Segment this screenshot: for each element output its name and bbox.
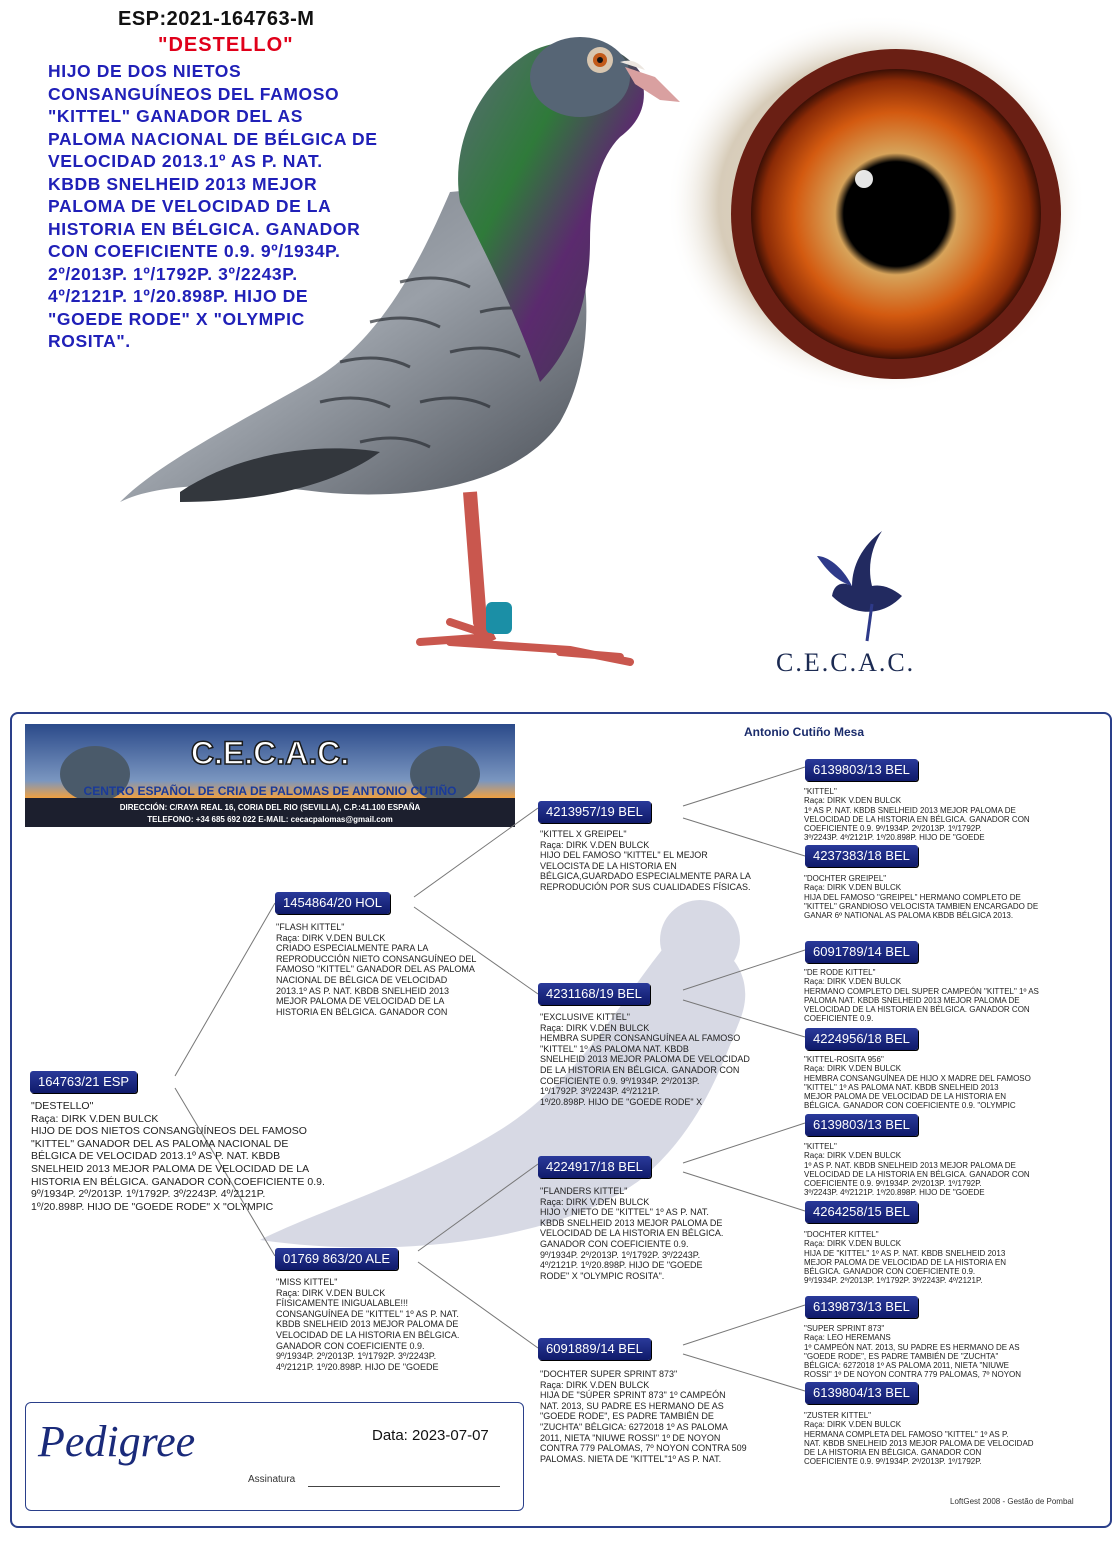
- pedigree-info-sire: "FLASH KITTEL" Raça: DIRK V.DEN BULCK CRIADO ESPECIALMENTE PARA LA REPRODUCCIÓN NIETO CONSANGUÍNEO DEL FAMOSO "KITTEL" GANADOR DEL AS PALOMA NACIONAL DE BÉLGICA DE VELOCIDAD 2013.1º AS P. NAT. KBDB SNELHEID 2013 MEJOR PALOMA DE VELOCIDAD DE LA HISTORIA EN BÉLGICA. GANADOR CON: [276, 922, 477, 1017]
- pedigree-date: Data: 2023-07-07: [372, 1427, 489, 1444]
- banner-contact: TELEFONO: +34 685 692 022 E-MAIL: cecacpalomas@gmail.com: [147, 815, 393, 824]
- pedigree-info-sss: "KITTEL" Raça: DIRK V.DEN BULCK 1º AS P. NAT. KBDB SNELHEID 2013 MEJOR PALOMA DE VELOCIDAD DE LA HISTORIA EN BÉLGICA. GANADOR CON COEFICIENTE 0.9. 9º/1934P. 2º/2013P. 1º/1792P. 3º/2243P. 4º/2121P. 1º/20.898P. HIJO DE "GOEDE: [804, 787, 1030, 843]
- pedigree-info-dds: "SUPER SPRINT 873" Raça: LEO HEREMANS 1º CAMPEÓN NAT. 2013, SU PADRE ES HERMANO DE AS "GOEDE RODE", ES PADRE TAMBIÉN DE "ZUCHTA" BÉLGICA: 6272018 1º AS PALOMA 2011, NIETA "NIUWE ROSSI" 1º DE NOYON CONTRA 779 PALOMAS, 7º NOYON: [804, 1324, 1022, 1380]
- pedigree-node-sdd[interactable]: 4224956/18 BEL: [805, 1028, 918, 1050]
- pedigree-info-ds: "FLANDERS KITTEL" Raça: DIRK V.DEN BULCK HIJO Y NIETO DE "KITTEL" 1º AS P. NAT. KBDB SNELHEID 2013 MEJOR PALOMA DE VELOCIDAD DE LA HISTORIA EN BÉLGICA. GANADOR CON COEFICIENTE 0.9. 9º/1934P. 2º/2013P. 1º/1792P. 3º/2243P. 4º/2121P. 1º/20.898P. HIJO DE "GOEDE RODE" X "OLYMPIC ROSITA".: [540, 1186, 724, 1281]
- banner-subtitle: CENTRO ESPAÑOL DE CRIA DE PALOMAS DE ANTONIO CUTIÑO: [83, 784, 457, 798]
- banner-title: C.E.C.A.C.: [190, 735, 350, 771]
- signature-label: Assinatura: [248, 1474, 296, 1485]
- pedigree-node-sss[interactable]: 6139803/13 BEL: [805, 759, 918, 781]
- cecac-banner: [25, 724, 515, 827]
- pedigree-node-sire[interactable]: 1454864/20 HOL: [275, 892, 390, 914]
- pedigree-info-dd: "DOCHTER SUPER SPRINT 873" Raça: DIRK V.DEN BULCK HIJA DE "SÚPER SPRINT 873" 1º CAMPEÓN NAT. 2013, SU PADRE ES HERMANO DE AS "GOEDE RODE", ES PADRE TAMBIÉN DE "ZUCHTA" BÉLGICA: 6272018 1º AS PALOMA 2011, NIETA "NIUWE ROSSI" 1º DE NOYON CONTRA 779 PALOMAS, 7º NOYON CONTRA 509 PALOMAS. NIETA DE "KITTEL"1º AS P. NAT.: [540, 1369, 747, 1464]
- eye-photo: [666, 14, 1086, 394]
- pedigree-info-sdd: "KITTEL-ROSITA 956" Raça: DIRK V.DEN BULCK HEMBRA CONSANGUÍNEA DE HIJO X MADRE DEL FAMOSO "KITTEL" 1º AS PALOMA NAT. KBDB SNELHEID 2013 MEJOR PALOMA DE VELOCIDAD DE LA HISTORIA EN BÉLGICA. GANADOR CON COEFICIENTE 0.9. "OLYMPIC: [804, 1055, 1031, 1111]
- pedigree-node-ddd[interactable]: 6139804/13 BEL: [805, 1382, 918, 1404]
- pedigree-node-sd[interactable]: 4231168/19 BEL: [538, 983, 650, 1005]
- pedigree-info-ddd: "ZUSTER KITTEL" Raça: DIRK V.DEN BULCK HERMANA COMPLETA DEL FAMOSO "KITTEL" 1º AS P. NAT. KBDB SNELHEID 2013 MEJOR PALOMA DE VELOCIDAD DE LA HISTORIA EN BÉLGICA. GANADOR CON COEFICIENTE 0.9. 9º/1934P. 2º/2013P. 1º/1792P.: [804, 1411, 1034, 1467]
- banner-address: DIRECCIÓN: C/RAYA REAL 16, CORIA DEL RIO (SEVILLA), C.P.:41.100 ESPAÑA: [119, 803, 421, 812]
- pigeon-description: HIJO DE DOS NIETOS CONSANGUÍNEOS DEL FAMOSO "KITTEL" GANADOR DEL AS PALOMA NACIONAL DE BÉLGICA DE VELOCIDAD 2013.1º AS P. NAT. KBDB SNELHEID 2013 MEJOR PALOMA DE VELOCIDAD DE LA HISTORIA EN BÉLGICA. GANADOR CON COEFICIENTE 0.9. 9º/1934P. 2º/2013P. 1º/1792P. 3º/2243P. 4º/2121P. 1º/20.898P. HIJO DE "GOEDE RODE" X "OLYMPIC ROSITA".: [48, 61, 378, 351]
- pedigree-info-sds: "DE RODE KITTEL" Raça: DIRK V.DEN BULCK HERMANO COMPLETO DEL SUPER CAMPEÓN "KITTEL" 1º AS PALOMA NAT. KBDB SNELHEID 2013 MEJOR PALOMA DE VELOCIDAD DE LA HISTORIA EN BÉLGICA. GANADOR CON COEFICIENTE 0.9.: [804, 968, 1039, 1024]
- pedigree-node-ds[interactable]: 4224917/18 BEL: [538, 1156, 651, 1178]
- dove-logo-icon: [812, 526, 922, 646]
- pedigree-node-ss[interactable]: 4213957/19 BEL: [538, 801, 651, 823]
- pedigree-node-dd[interactable]: 6091889/14 BEL: [538, 1338, 651, 1360]
- pedigree-info-dsd: "DOCHTER KITTEL" Raça: DIRK V.DEN BULCK HIJA DE "KITTEL" 1º AS P. NAT. KBDB SNELHEID 2013 MEJOR PALOMA DE VELOCIDAD DE LA HISTORIA EN BÉLGICA. GANADOR CON COEFICIENTE 0.9. 9º/1934P. 2º/2013P. 1º/1792P. 3º/2243P. 4º/2121P.: [804, 1230, 1006, 1286]
- pigeon-name-title: "DESTELLO": [158, 34, 294, 56]
- pedigree-node-subject[interactable]: 164763/21 ESP: [30, 1071, 137, 1093]
- pedigree-node-dsd[interactable]: 4264258/15 BEL: [805, 1201, 918, 1223]
- ring-number-title: ESP:2021-164763-M: [118, 8, 315, 30]
- breeder-name: Antonio Cutiño Mesa: [744, 725, 864, 739]
- pedigree-info-ss: "KITTEL X GREIPEL" Raça: DIRK V.DEN BULCK HIJO DEL FAMOSO "KITTEL" EL MEJOR VELOCISTA DE LA HISTORIA EN BÉLGICA,GUARDADO ESPECIALMENTE PARA LA REPRODUCIÓN POR SUS CUALIDADES FÍSICAS.: [540, 829, 751, 892]
- pedigree-info-sd: "EXCLUSIVE KITTEL" Raça: DIRK V.DEN BULCK HEMBRA SUPER CONSANGUÍNEA AL FAMOSO "KITTEL" 1º AS PALOMA NAT. KBDB SNELHEID 2013 MEJOR PALOMA DE VELOCIDAD DE LA HISTORIA EN BÉLGICA. GANADOR CON COEFICIENTE 0.9. 9º/1934P. 2º/2013P. 1º/1792P. 3º/2243P. 4º/2121P. 1º/20.898P. HIJO DE "GOEDE RODE" X: [540, 1012, 750, 1107]
- signature-line: [308, 1486, 500, 1487]
- pedigree-script-label: Pedigree: [38, 1417, 196, 1466]
- cecac-logo-text: C.E.C.A.C.: [776, 648, 916, 677]
- pedigree-info-ssd: "DOCHTER GREIPEL" Raça: DIRK V.DEN BULCK HIJA DEL FAMOSO "GREIPEL" HERMANO COMPLETO DE "KITTEL" GRANDIOSO VELOCISTA TAMBIEN ENCARGADO DE GANAR 6º NATIONAL AS PALOMA KBDB BÉLGICA 2013.: [804, 874, 1039, 921]
- software-credit: LoftGest 2008 - Gestão de Pombal: [950, 1497, 1074, 1506]
- pedigree-info-subject: "DESTELLO" Raça: DIRK V.DEN BULCK HIJO DE DOS NIETOS CONSANGUÍNEOS DEL FAMOSO "KITTEL" GANADOR DEL AS PALOMA NACIONAL DE BÉLGICA DE VELOCIDAD 2013.1º AS P. NAT. KBDB SNELHEID 2013 MEJOR PALOMA DE VELOCIDAD DE LA HISTORIA EN BÉLGICA. GANADOR CON COEFICIENTE 0.9. 9º/1934P. 2º/2013P. 1º/1792P. 3º/2243P. 4º/2121P. 1º/20.898P. HIJO DE "GOEDE RODE" X "OLYMPIC: [31, 1100, 325, 1213]
- pedigree-node-ssd[interactable]: 4237383/18 BEL: [805, 845, 918, 867]
- pedigree-node-sds[interactable]: 6091789/14 BEL: [805, 941, 918, 963]
- pedigree-node-dss[interactable]: 6139803/13 BEL: [805, 1114, 918, 1136]
- pedigree-node-dds[interactable]: 6139873/13 BEL: [805, 1296, 918, 1318]
- pedigree-info-dss: "KITTEL" Raça: DIRK V.DEN BULCK 1º AS P. NAT. KBDB SNELHEID 2013 MEJOR PALOMA DE VELOCIDAD DE LA HISTORIA EN BÉLGICA. GANADOR CON COEFICIENTE 0.9. 9º/1934P. 2º/2013P. 1º/1792P. 3º/2243P. 4º/2121P. 1º/20.898P. HIJO DE "GOEDE: [804, 1142, 1030, 1198]
- pedigree-node-dam[interactable]: 01769 863/20 ALE: [275, 1248, 398, 1270]
- pedigree-info-dam: "MISS KITTEL" Raça: DIRK V.DEN BULCK FÍISICAMENTE INIGUALABLE!!! CONSANGUÍNEA DE "KITTEL" 1º AS P. NAT. KBDB SNELHEID 2013 MEJOR PALOMA DE VELOCIDAD DE LA HISTORIA EN BÉLGICA. GANADOR CON COEFICIENTE 0.9. 9º/1934P. 2º/2013P. 1º/1792P. 3º/2243P. 4º/2121P. 1º/20.898P. HIJO DE "GOEDE: [276, 1277, 460, 1372]
